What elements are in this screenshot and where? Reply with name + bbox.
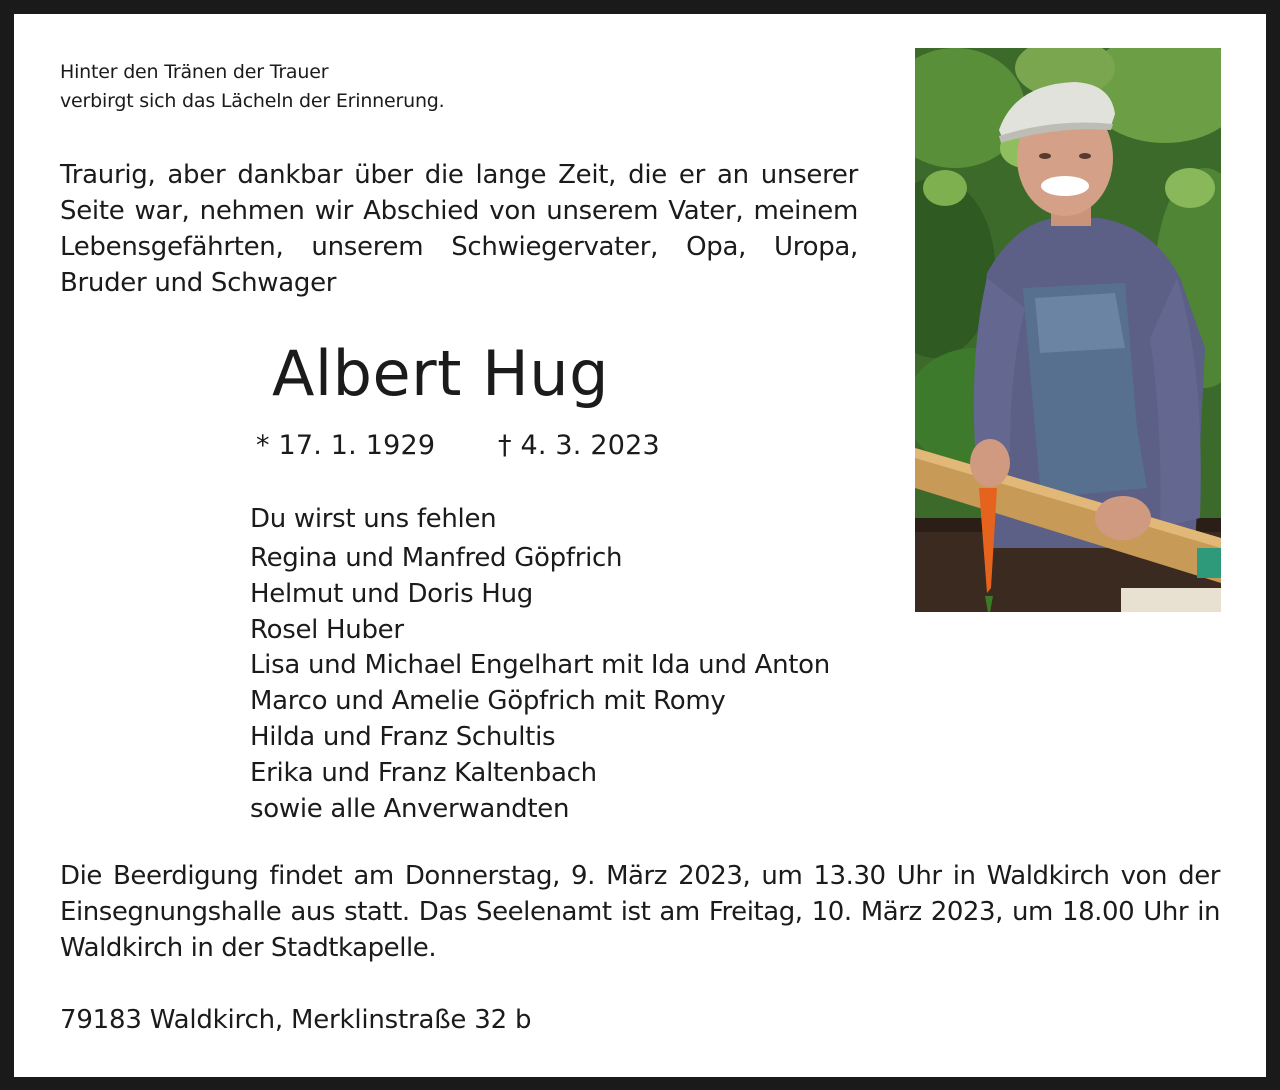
mourner-item: Regina und Manfred Göpfrich: [250, 543, 623, 573]
death-date: † 4. 3. 2023: [498, 430, 660, 461]
portrait-photo: [915, 48, 1221, 612]
mourner-item: Lisa und Michael Engelhart mit Ida und Anton: [250, 650, 830, 681]
mourner-item: Erika und Franz Kaltenbach: [250, 757, 597, 788]
mourner-item: sowie alle Anverwandten: [250, 793, 570, 824]
mourner-item: Marco und Amelie Göpfrich mit Romy: [250, 686, 726, 717]
closing-phrase: Du wirst uns fehlen: [250, 504, 497, 534]
portrait-illustration: [915, 48, 1221, 612]
address: 79183 Waldkirch, Merklinstraße 32 b: [60, 1005, 532, 1035]
intro-text: Traurig, aber dankbar über die lange Zeit, die er an unserer Seite war, nehmen wir Abschied von unserem Vater, meinem Lebensgefährten, unserem Schwiegervater, Opa, Uropa, Bruder und Schwager: [60, 160, 858, 298]
motto-line-2: verbirgt sich das Lächeln der Erinnerung.: [60, 90, 445, 112]
birth-date: * 17. 1. 1929: [256, 430, 436, 461]
motto-line-1: Hinter den Tränen der Trauer: [60, 61, 329, 83]
mourner-item: Rosel Huber: [250, 614, 404, 645]
motto: [60, 58, 445, 116]
mourner-item: Hilda und Franz Schultis: [250, 721, 556, 752]
deceased-name: Albert Hug: [272, 337, 609, 410]
mourner-list: [250, 541, 830, 827]
mourner-item: Helmut und Doris Hug: [250, 578, 533, 609]
obituary-card: [14, 14, 1266, 1077]
funeral-details: Die Beerdigung findet am Donnerstag, 9. März 2023, um 13.30 Uhr in Waldkirch von der Einsegnungshalle aus statt. Das Seelenamt ist am Freitag, 10. März 2023, um 18.00 Uhr in Waldkirch in der Stadtkapelle.: [60, 861, 1220, 963]
